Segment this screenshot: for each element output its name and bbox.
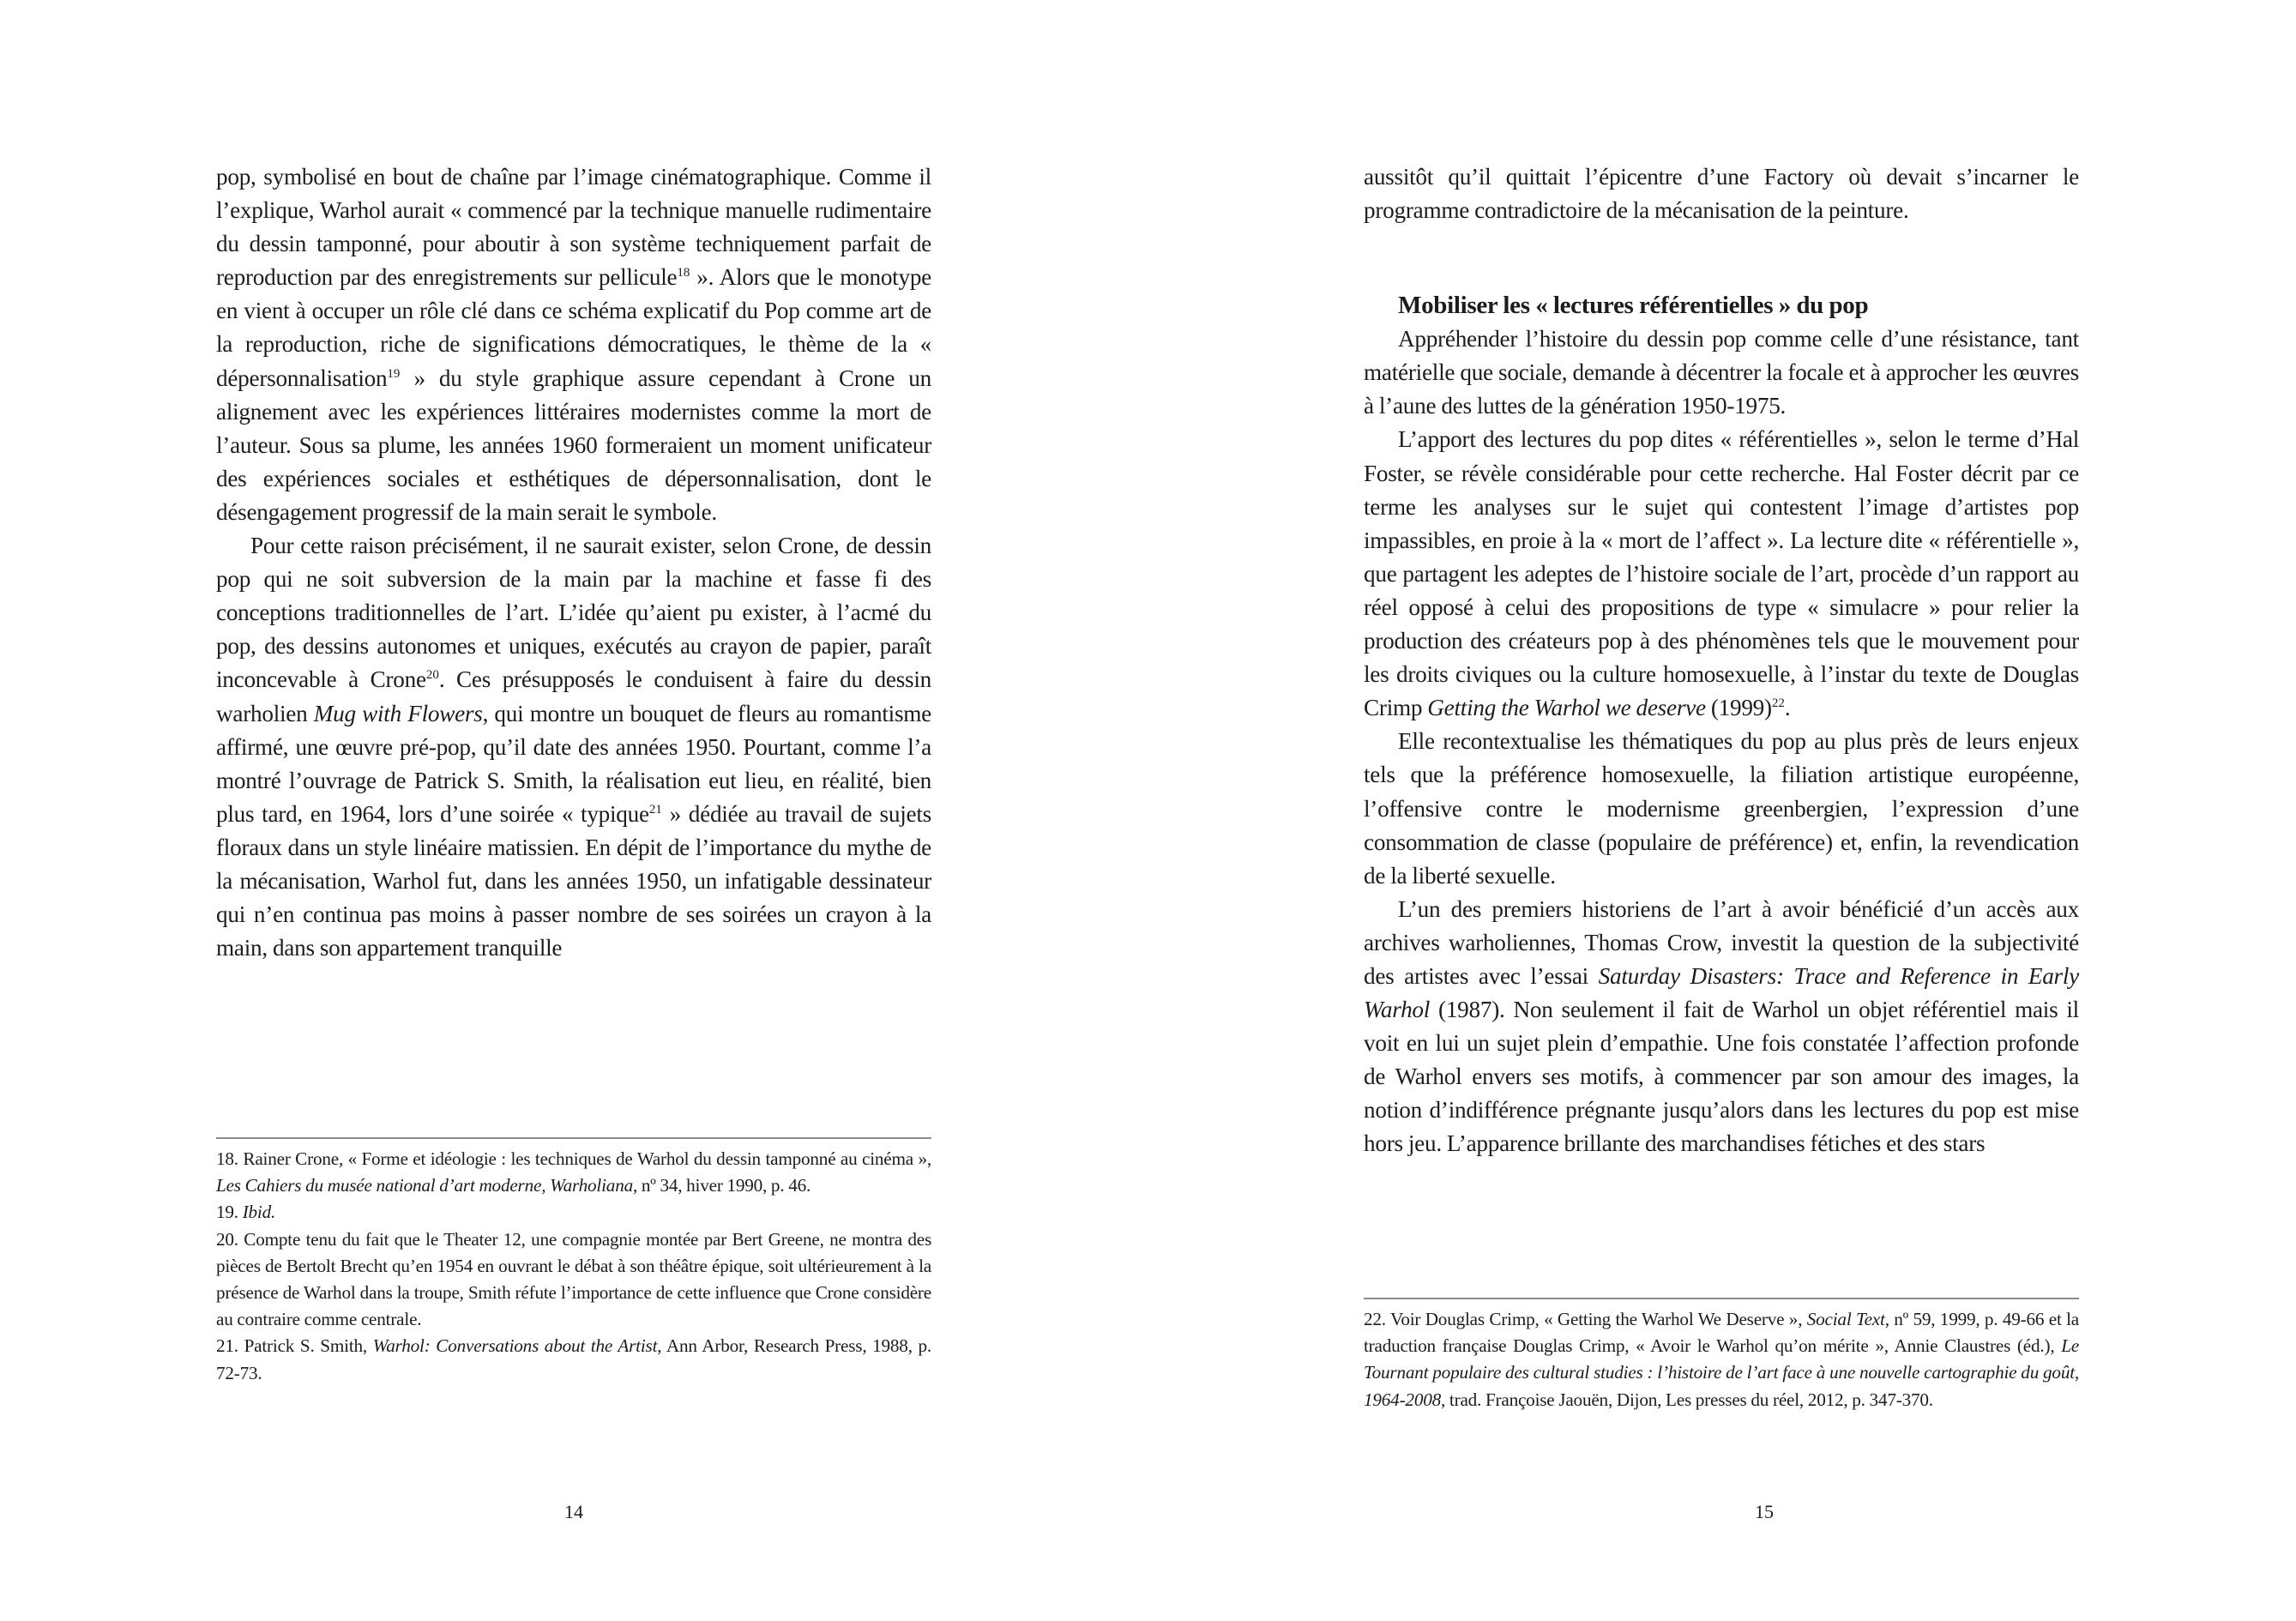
footnote-divider bbox=[216, 1137, 931, 1139]
italic-title: Mug with Flowers bbox=[313, 700, 483, 726]
page-number: 15 bbox=[1755, 1501, 1774, 1522]
footnote-reference: 21 bbox=[648, 802, 662, 817]
text-run: , nº 34, hiver 1990, p. 46. bbox=[633, 1175, 811, 1196]
right-page bbox=[1148, 0, 2296, 1621]
text-run: 21. Patrick S. Smith, bbox=[216, 1335, 373, 1357]
text-run: L’un des premiers historiens de l’art à avoir bénéficié d’un accès aux archives warholiennes, Thomas Crow, investit la question de la subjectivité des artistes avec l’essai bbox=[1364, 895, 2079, 989]
italic-title: Ibid. bbox=[242, 1202, 276, 1223]
paragraph bbox=[1364, 893, 2079, 1161]
text-run: » du style graphique assure cependant à Crone un alignement avec les expériences littéraires modernistes comme la mort de l’auteur. Sous sa plume, les années 1960 formeraient un moment unificateur des expériences sociales et esthétiques de dépersonnalisation, dont le désengagement progressif de la main serait le symbole. bbox=[216, 365, 931, 525]
text-run: ». Alors que le monotype en vient à occuper un rôle clé dans ce schéma explicatif du Pop comme art de la reproduction, riche de significations démocratiques, le thème de la « dépersonnalisation bbox=[216, 264, 931, 391]
opening-paragraph bbox=[1364, 160, 2079, 227]
text-run: 22. Voir Douglas Crimp, « Getting the Warhol We Deserve », bbox=[1364, 1309, 1807, 1329]
right-page-body bbox=[1364, 160, 2079, 1161]
italic-title: Saturday Disasters: Trace and Reference in Early Warhol bbox=[1364, 962, 2079, 1023]
right-page-footnotes bbox=[1364, 1298, 2079, 1413]
text-run: 18. Rainer Crone, « Forme et idéologie : les techniques de Warhol du dessin tamponné au cinéma », bbox=[216, 1148, 931, 1169]
text-run: , trad. Françoise Jaouën, Dijon, Les presses du réel, 2012, p. 347-370. bbox=[1441, 1389, 1933, 1410]
text-run: (1999) bbox=[1705, 695, 1772, 721]
italic-title: Le Tournant populaire des cultural studies : l’histoire de l’art face à une nouvelle cartographie du goût, 1964-2008 bbox=[1364, 1335, 2079, 1410]
left-page-footnotes bbox=[216, 1137, 931, 1387]
italic-title: Les Cahiers du musée national d’art moderne, Warholiana bbox=[216, 1175, 633, 1196]
left-page-body bbox=[216, 160, 931, 965]
text-run: » dédiée au travail de sujets floraux dans un style linéaire matissien. En dépit de l’importance du mythe de la mécanisation, Warhol fut, dans les années 1950, un infatigable dessinateur qui n’en continua pas moins à passer nombre de ses soirées un crayon à la main, dans son appartement tranquille bbox=[216, 800, 931, 961]
text-run: , qui montre un bouquet de fleurs au romantisme affirmé, une œuvre pré-pop, qu’il date des années 1950. Pourtant, comme l’a montré l’ouvrage de Patrick S. Smith, la réalisation eut lieu, en réalité, bien plus tard, en 1964, lors d’une soirée « typique bbox=[216, 700, 932, 827]
text-run: Appréhender l’histoire du dessin pop comme celle d’une résistance, tant matérielle que sociale, demande à décentrer la focale et à approcher les œuvres à l’aune des luttes de la génération 1950-1975. bbox=[1364, 326, 2079, 419]
footnote-reference: 22 bbox=[1771, 696, 1785, 711]
text-run: Pour cette raison précisément, il ne saurait exister, selon Crone, de dessin pop qui ne soit subversion de la main par la machine et fasse fi des conceptions traditionnelles de l’art. L’idée qu’aient pu exister, à l’acmé du pop, des dessins autonomes et uniques, exécutés au crayon de papier, paraît inconcevable à Crone bbox=[216, 533, 931, 693]
text-run: , nº 59, 1999, p. 49-66 et la traduction française Douglas Crimp, « Avoir le Warhol qu’on mérite », Annie Claustres (éd.), bbox=[1364, 1309, 2079, 1357]
text-run: . bbox=[1784, 695, 1791, 721]
footnote-18 bbox=[216, 1146, 931, 1199]
paragraph bbox=[1364, 322, 2079, 423]
footnote-21 bbox=[216, 1333, 931, 1386]
footnote-reference: 20 bbox=[425, 668, 439, 683]
text-run: aussitôt qu’il quittait l’épicentre d’une Factory où devait s’incarner le programme contradictoire de la mécanisation de la peinture. bbox=[1364, 164, 2079, 224]
footnote-19 bbox=[216, 1199, 931, 1226]
section-spacer bbox=[1364, 227, 2079, 289]
paragraph bbox=[1364, 423, 2079, 725]
text-run: . Ces présupposés le conduisent à faire du dessin warholien bbox=[216, 666, 932, 726]
text-run: (1987). Non seulement il fait de Warhol un objet référentiel mais il voit en lui un sujet plein d’empathie. Une fois constatée l’affection profonde de Warhol envers ses motifs, à commencer par son amour des images, la notion d’indifférence prégnante jusqu’alors dans les lectures du pop est mise hors jeu. L’apparence brillante des marchandises fétiches et des stars bbox=[1364, 997, 2079, 1157]
text-run: , Ann Arbor, Research Press, 1988, p. 72-73. bbox=[216, 1335, 931, 1383]
text-run: L’apport des lectures du pop dites « référentielles », selon le terme d’Hal Foster, se révèle considérable pour cette recherche. Hal Foster décrit par ce terme les analyses sur le sujet qui contestent l’image d’artistes pop impassibles, en proie à la « mort de l’affect ». La lecture dite « référentielle », que partagent les adeptes de l’histoire sociale de l’art, procède d’un rapport au réel opposé à celui des propositions de type « simulacre » pour relier la production des créateurs pop à des phénomènes tels que le mouvement pour les droits civiques ou la culture homosexuelle, à l’instar du texte de Douglas Crimp bbox=[1364, 426, 2079, 721]
text-run: 19. bbox=[216, 1202, 243, 1223]
italic-title: Social Text bbox=[1806, 1309, 1885, 1329]
footnote-reference: 19 bbox=[387, 366, 401, 381]
paragraph bbox=[216, 160, 931, 529]
paragraph bbox=[216, 529, 931, 965]
text-run: Elle recontextualise les thématiques du pop au plus près de leurs enjeux tels que la préférence homosexuelle, la filiation artistique européenne, l’offensive contre le modernisme greenbergien, l’expression d’une consommation de classe (populaire de préférence) et, enfin, la revendication de la liberté sexuelle. bbox=[1364, 728, 2079, 889]
footnote-reference: 18 bbox=[677, 266, 690, 280]
italic-title: Getting the Warhol we deserve bbox=[1427, 695, 1706, 721]
text-run: pop, symbolisé en bout de chaîne par l’image cinématographique. Comme il l’explique, Warhol aurait « commencé par la technique manuelle rudimentaire du dessin tamponné, pour aboutir à son système techniquement parfait de reproduction par des enregistrements sur pellicule bbox=[216, 164, 931, 291]
footnote-20 bbox=[216, 1226, 931, 1334]
footnote-22 bbox=[1364, 1306, 2079, 1413]
section-heading: Mobiliser les « lectures référentielles » du pop bbox=[1398, 292, 1869, 320]
paragraph bbox=[1364, 725, 2079, 892]
page-number: 14 bbox=[564, 1501, 583, 1522]
italic-title: Warhol: Conversations about the Artist bbox=[372, 1335, 658, 1357]
footnote-divider bbox=[1364, 1298, 2079, 1299]
text-run: 20. Compte tenu du fait que le Theater 12, une compagnie montée par Bert Greene, ne montra des pièces de Bertolt Brecht qu’en 1954 en ouvrant le débat à son théâtre épique, soit ultérieurement à la présence de Warhol dans la troupe, Smith réfute l’importance de cette influence que Crone considère au contraire comme centrale. bbox=[216, 1228, 931, 1330]
